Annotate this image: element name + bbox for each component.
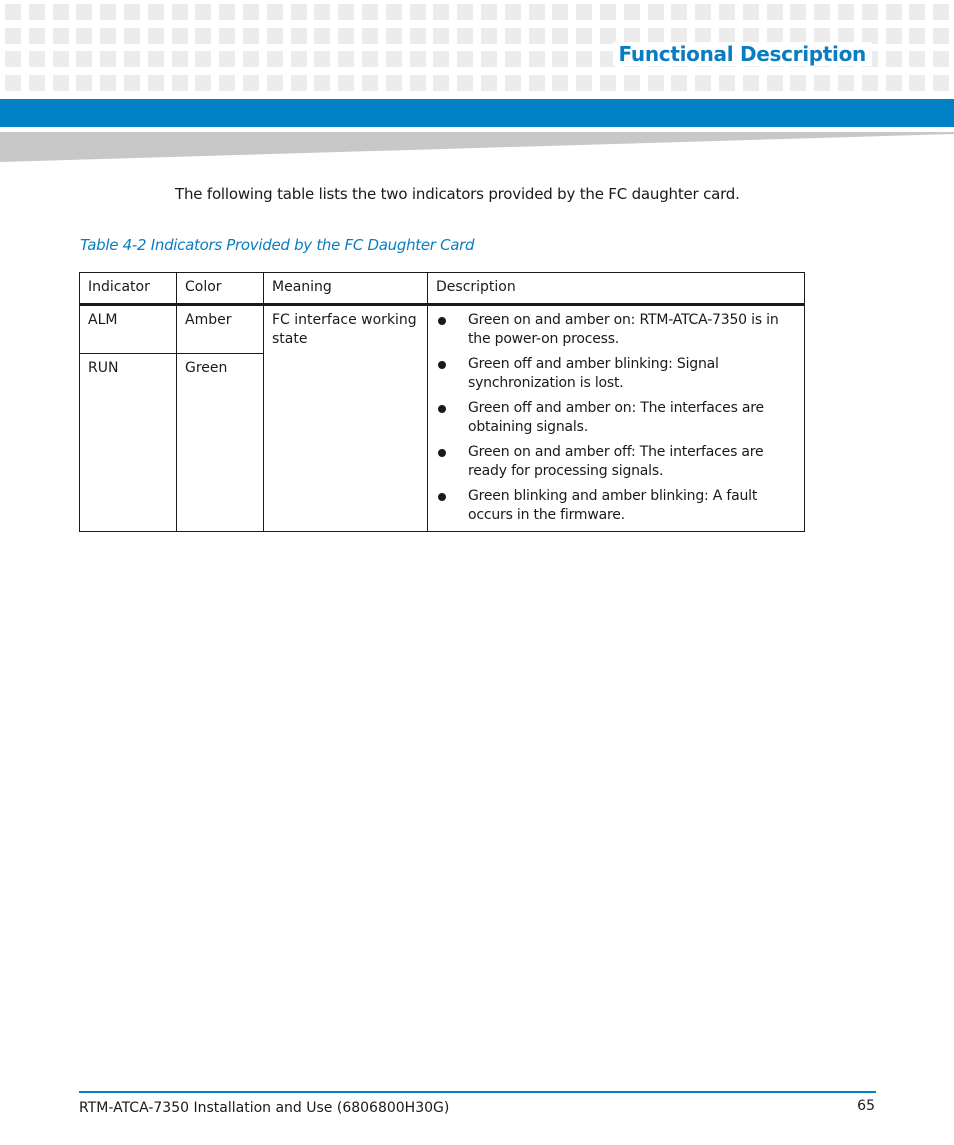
bullet-icon (438, 493, 446, 501)
table-row (80, 305, 805, 354)
header-pattern-square (552, 75, 568, 91)
footer-page-number: 65 (857, 1098, 875, 1114)
header-pattern-square (195, 4, 211, 20)
header-pattern-square (314, 4, 330, 20)
header-pattern-square (576, 51, 592, 67)
column-header-description: Description (428, 273, 805, 305)
header-pattern-square (195, 51, 211, 67)
header-pattern-square (933, 28, 949, 44)
header-pattern-square (172, 28, 188, 44)
header-pattern-square (933, 4, 949, 20)
header-pattern-square (481, 4, 497, 20)
header-pattern-square (719, 75, 735, 91)
header-pattern-square (267, 51, 283, 67)
indicator-cell: ALM (80, 305, 177, 354)
header-pattern-square (338, 51, 354, 67)
header-pattern-square (386, 28, 402, 44)
list-item (436, 355, 796, 393)
chapter-title: Functional Description (613, 42, 872, 66)
header-pattern-square (243, 75, 259, 91)
header-pattern-square (124, 28, 140, 44)
indicators-table (79, 272, 805, 532)
header-pattern-square (362, 4, 378, 20)
header-pattern-square (838, 75, 854, 91)
header-pattern-square (195, 75, 211, 91)
header-pattern-square (410, 4, 426, 20)
header-pattern-square (172, 75, 188, 91)
header-pattern-square (457, 28, 473, 44)
header-pattern-square (219, 28, 235, 44)
header-pattern-square (362, 51, 378, 67)
header-pattern-square (886, 75, 902, 91)
header-pattern-square (433, 75, 449, 91)
header-pattern-square (909, 75, 925, 91)
header-pattern-square (433, 28, 449, 44)
header-pattern-square (338, 75, 354, 91)
header-pattern-square (29, 75, 45, 91)
header-pattern-square (695, 4, 711, 20)
table-caption: Table 4-2 Indicators Provided by the FC Daughter Card (80, 236, 475, 254)
header-pattern-square (576, 28, 592, 44)
bullet-icon (438, 449, 446, 457)
header-pattern-square (29, 51, 45, 67)
header-pattern-square (767, 4, 783, 20)
header-pattern-square (124, 75, 140, 91)
header-pattern-square (576, 75, 592, 91)
header-pattern-square (100, 4, 116, 20)
header-pattern-square (386, 75, 402, 91)
header-pattern-square (100, 28, 116, 44)
header-pattern-square (481, 75, 497, 91)
header-pattern-square (148, 4, 164, 20)
header-pattern-square (790, 75, 806, 91)
header-pattern-square (148, 28, 164, 44)
footer-document-title: RTM-ATCA-7350 Installation and Use (6806800H30G) (79, 1100, 450, 1116)
header-pattern-square (600, 4, 616, 20)
header-pattern-square (53, 28, 69, 44)
header-pattern-square (862, 75, 878, 91)
description-text: Green off and amber blinking: Signal synchronization is lost. (468, 356, 719, 391)
indicator-cell: RUN (80, 354, 177, 532)
intro-paragraph: The following table lists the two indicators provided by the FC daughter card. (175, 185, 740, 203)
header-pattern-square (410, 28, 426, 44)
header-blue-band (0, 99, 954, 127)
header-pattern-square (100, 75, 116, 91)
header-pattern-square (386, 51, 402, 67)
header-pattern-square (195, 28, 211, 44)
header-pattern-square (909, 4, 925, 20)
header-pattern-square (243, 4, 259, 20)
header-pattern-square (5, 28, 21, 44)
header-pattern-square (909, 28, 925, 44)
header-pattern-square (862, 4, 878, 20)
list-item (436, 487, 796, 525)
header-pattern-square (53, 4, 69, 20)
header-pattern-square (648, 4, 664, 20)
header-pattern-square (5, 51, 21, 67)
header-pattern-square (529, 51, 545, 67)
header-pattern-square (124, 51, 140, 67)
description-text: Green off and amber on: The interfaces are obtaining signals. (468, 400, 764, 435)
header-pattern-square (600, 75, 616, 91)
header-pattern-square (172, 51, 188, 67)
header-pattern-square (671, 75, 687, 91)
header-pattern-square (219, 51, 235, 67)
description-text: Green on and amber off: The interfaces are ready for processing signals. (468, 444, 764, 479)
header-pattern-square (5, 4, 21, 20)
header-pattern-square (743, 4, 759, 20)
header-pattern-square (314, 75, 330, 91)
header-pattern-square (291, 51, 307, 67)
header-pattern-square (529, 28, 545, 44)
header-pattern-square (552, 51, 568, 67)
header-pattern-square (695, 75, 711, 91)
header-pattern-square (410, 75, 426, 91)
header-pattern-square (529, 75, 545, 91)
header-pattern-square (5, 75, 21, 91)
header-pattern-square (100, 51, 116, 67)
header-grey-wedge (0, 130, 954, 164)
description-text: Green blinking and amber blinking: A fault occurs in the firmware. (468, 488, 758, 523)
bullet-icon (438, 405, 446, 413)
header-pattern-square (457, 75, 473, 91)
header-pattern-square (148, 75, 164, 91)
header-pattern-square (457, 51, 473, 67)
header-pattern-square (671, 4, 687, 20)
footer-rule (79, 1091, 876, 1093)
header-pattern-square (314, 28, 330, 44)
list-item (436, 399, 796, 437)
header-pattern-square (743, 75, 759, 91)
header-pattern-square (624, 4, 640, 20)
header-pattern-square (767, 75, 783, 91)
header-pattern-square (886, 4, 902, 20)
header-pattern-square (362, 75, 378, 91)
header-pattern-square (362, 28, 378, 44)
description-cell (428, 305, 805, 532)
table-header-row (80, 273, 805, 305)
header-pattern-square (529, 4, 545, 20)
header-pattern-square (481, 51, 497, 67)
header-pattern-square (338, 4, 354, 20)
header-pattern-square (481, 28, 497, 44)
header-pattern-square (243, 51, 259, 67)
header-pattern-square (386, 4, 402, 20)
header-pattern-square (648, 75, 664, 91)
header-pattern-square (267, 75, 283, 91)
header-pattern-square (838, 4, 854, 20)
header-pattern-square (552, 4, 568, 20)
header-pattern-square (505, 4, 521, 20)
header-pattern-square (886, 28, 902, 44)
header-pattern-square (291, 75, 307, 91)
header-pattern-square (433, 51, 449, 67)
column-header-color: Color (177, 273, 264, 305)
header-pattern-square (790, 4, 806, 20)
header-pattern-square (76, 4, 92, 20)
header-pattern-square (814, 75, 830, 91)
header-pattern-square (172, 4, 188, 20)
list-item (436, 443, 796, 481)
header-pattern-square (552, 28, 568, 44)
color-cell: Green (177, 354, 264, 532)
header-pattern-square (457, 4, 473, 20)
column-header-meaning: Meaning (264, 273, 428, 305)
header-pattern-square (814, 4, 830, 20)
header-pattern-square (291, 4, 307, 20)
bullet-icon (438, 361, 446, 369)
list-item (436, 311, 796, 349)
header-pattern-square (53, 75, 69, 91)
header-pattern-square (576, 4, 592, 20)
color-cell: Amber (177, 305, 264, 354)
description-list (436, 311, 796, 525)
meaning-cell: FC interface working state (264, 305, 428, 532)
header-pattern-square (624, 75, 640, 91)
header-pattern-square (76, 51, 92, 67)
header-pattern-square (267, 28, 283, 44)
header-pattern-square (76, 75, 92, 91)
header-pattern-square (505, 51, 521, 67)
header-pattern-square (505, 28, 521, 44)
header-pattern-square (719, 4, 735, 20)
header-pattern-square (148, 51, 164, 67)
header-pattern-square (219, 4, 235, 20)
header-pattern-square (505, 75, 521, 91)
header-pattern-square (291, 28, 307, 44)
header-pattern-square (29, 4, 45, 20)
header-pattern-square (433, 4, 449, 20)
header-pattern-square (314, 51, 330, 67)
header-pattern-square (219, 75, 235, 91)
header-pattern-square (338, 28, 354, 44)
header-pattern-square (886, 51, 902, 67)
header-pattern-square (410, 51, 426, 67)
header-pattern-square (243, 28, 259, 44)
header-pattern-square (29, 28, 45, 44)
column-header-indicator: Indicator (80, 273, 177, 305)
header-pattern-square (267, 4, 283, 20)
header-pattern-square (53, 51, 69, 67)
header-pattern-square (76, 28, 92, 44)
description-text: Green on and amber on: RTM-ATCA-7350 is in the power-on process. (468, 312, 779, 347)
bullet-icon (438, 317, 446, 325)
header-pattern-square (933, 75, 949, 91)
header-pattern-square (909, 51, 925, 67)
header-pattern-square (124, 4, 140, 20)
header-pattern-square (933, 51, 949, 67)
